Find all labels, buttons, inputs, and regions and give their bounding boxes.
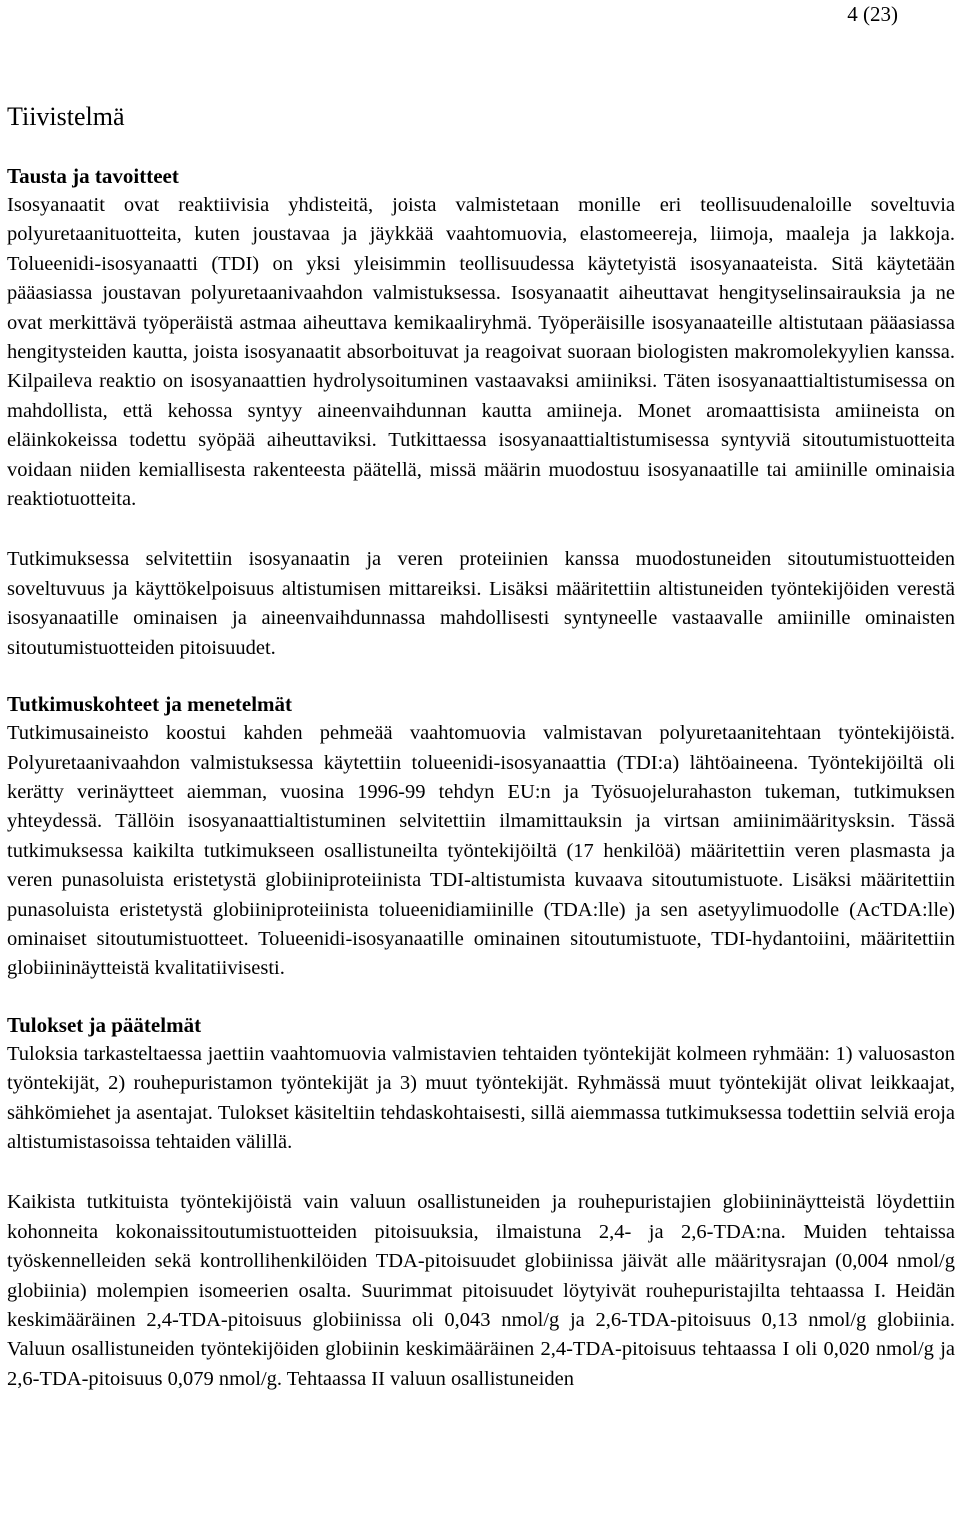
paragraph-tulokset-2: Kaikista tutkituista työntekijöistä vain valuun osallistuneiden ja rouhepuristajien globiininäytteistä löydettiin kohonneita kokonaissitoutumistuotteiden pitoisuuksia, ilmaistuna 2,4- ja 2,6-TDA:na. Muiden tehtaissa työskennelleiden sekä kontrollihenkilöiden TDA-pitoisuudet globiinissa jäivät alle määritysrajan (0,004 nmol/g globiinia) molempien isomeerien osalta. Suurimmat pitoisuudet löytyivät rouhepuristajilta tehtaassa I. Heidän keskimääräinen 2,4-TDA-pitoisuus globiinissa oli 0,043 nmol/g ja 2,6-TDA-pitoisuus 0,13 nmol/g globiinia. Valuun osallistuneiden työntekijöiden globiinin keskimääräinen 2,4-TDA-pitoisuus tehtaassa I oli 0,020 nmol/g ja 2,6-TDA-pitoisuus 0,079 nmol/g. Tehtaassa II valuun osallistuneiden [7,1191,955,1390]
page-number: 4 (23) [847,2,898,26]
page-title: Tiivistelmä [7,102,125,131]
paragraph-tausta-2: Tutkimuksessa selvitettiin isosyanaatin ja veren proteiinien kanssa muodostuneiden sitoutumistuotteiden soveltuvuus ja käyttökelpoisuus altistumisen mittareiksi. Lisäksi määritettiin altistuneiden työntekijöiden verestä isosyanaatille ominaisen ja aineenvaihdunnassa mahdollisesti syntyneelle vastaavalle amiinille ominaisten sitoutumistuotteiden pitoisuudet. [7,548,955,659]
paragraph-menetelmat-1: Tutkimusaineisto koostui kahden pehmeää vaahtomuovia valmistavan polyuretaanitehtaan työntekijöistä. Polyuretaanivaahdon valmistuksessa käytettiin tolueenidi-isosyanaattia (TDI:a) lähtöaineena. Työntekijöiltä oli kerätty verinäytteet aiemman, vuosina 1996-99 tehdyn EU:n ja Työsuojelurahaston tukeman, tutkimuksen yhteydessä. Tällöin isosyanaattialtistuminen selvitettiin ilmamittauksin ja virtsan amiinimääritysksin. Tässä tutkimuksessa kaikilta tutkimukseen osallistuneilta työntekijöiltä (17 henkilöä) määritettiin veren plasmasta ja veren punasoluista eristetystä globiiniproteiinista TDI-altistumista kuvaava sitoutumistuote. Lisäksi määritettiin punasoluista eristetystä globiiniproteiinista tolueenidiamiinille (TDA:lle) ja sen asetyylimuodolle (AcTDA:lle) ominaiset sitoutumistuotteet. Tolueenidi-isosyanaatille ominainen sitoutumistuote, TDI-hydantoiini, määritettiin globiininäytteistä kvalitatiivisesti. [7,722,955,980]
document-body [7,100,955,1394]
section-heading-menetelmat: Tutkimuskohteet ja menetelmät [7,692,293,717]
paragraph-tausta-1: Isosyanaatit ovat reaktiivisia yhdisteitä, joista valmistetaan monille eri teollisuudenaloille soveltuvia polyuretaanituotteita, kuten joustavaa ja jäykkää vaahtomuovia, elastomeereja, liimoja, maaleja ja lakkoja. Tolueenidi-isosyanaatti (TDI) on yksi yleisimmin teollisuudessa käytetyistä isosyanaateista. Sitä käytetään pääasiassa joustavan polyuretaanivaahdon valmistuksessa. Isosyanaatit aiheuttavat hengityselinsairauksia ja ne ovat merkittävä työperäistä astmaa aiheuttava kemikaaliryhmä. Työperäisille isosyanaateille altistutaan pääasiassa hengitysteiden kautta, joista isosyanaatit absorboituvat ja reagoivat suoraan biologisten makromolekyylien kanssa. Kilpaileva reaktio on isosyanaattien hydrolysoituminen vastaavaksi amiiniksi. Täten isosyanaattialtistumisessa on mahdollista, että kehossa syntyy aineenvaihdunnan kautta amiineja. Monet aromaattisista amiineista on eläinkokeissa todettu syöpää aiheuttaviksi. Tutkittaessa isosyanaattialtistumisessa syntyviä sitoutumistuotteita voidaan niiden kemiallisesta rakenteesta päätellä, missä määrin muodostuu isosyanaatille tai amiinille ominaisia reaktiotuotteita. [7,194,955,511]
section-heading-tausta: Tausta ja tavoitteet [7,164,179,188]
section-heading-tulokset: Tulokset ja päätelmät [7,1012,202,1037]
paragraph-tulokset-1: Tuloksia tarkasteltaessa jaettiin vaahtomuovia valmistavien tehtaiden työntekijät kolmeen ryhmään: 1) valuosaston työntekijät, 2) rouhepuristamon työntekijät ja 3) muut työntekijät. Ryhmässä muut työntekijät olivat leikkaajat, sähkömiehet ja asentajat. Tulokset käsiteltiin tehdaskohtaisesti, sillä aiemmassa tutkimuksessa todettiin selviä eroja altistumistasoissa tehtaiden välillä. [7,1042,955,1153]
